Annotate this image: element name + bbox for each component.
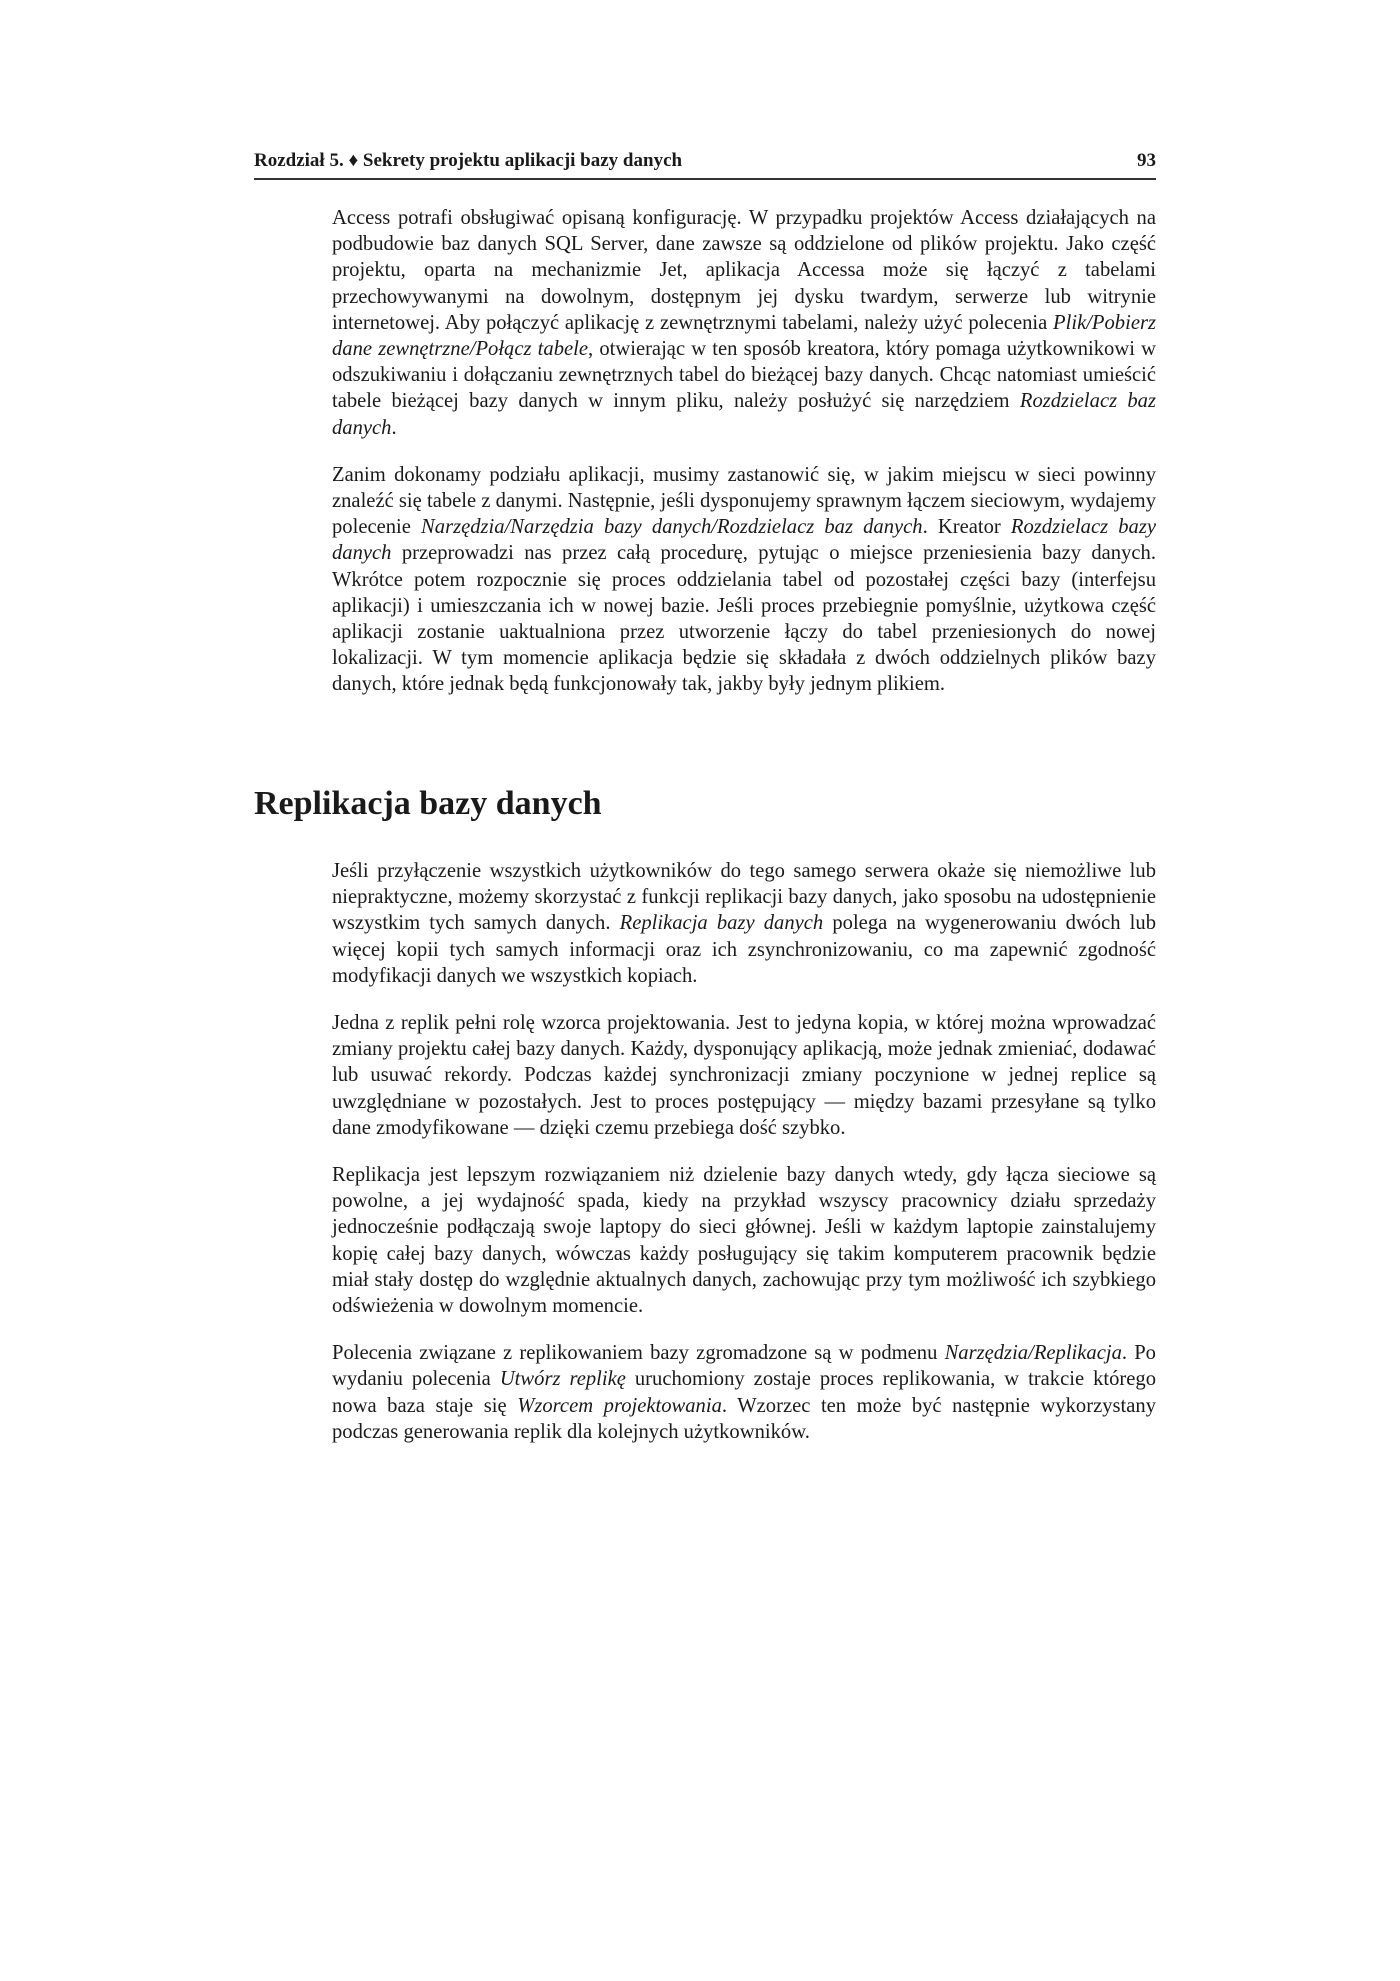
italic-term: Wzorcem projektowania [517, 1394, 722, 1417]
chapter-title: Rozdział 5. ♦ Sekrety projektu aplikacji bazy danych [254, 150, 683, 171]
paragraph-2 [332, 462, 1156, 698]
running-header [254, 148, 1156, 180]
italic-term: Utwórz replikę [499, 1368, 626, 1391]
paragraph-4 [332, 1010, 1156, 1141]
text-run: Jedna z replik pełni rolę wzorca projektowania. Jest to jedyna kopia, w której można wprowadzać zmiany projektu całej bazy danych. Każdy, dysponujący aplikacją, może jednak zmieniać, dodawać lub usuwać rekordy. Podczas każdej synchronizacji zmiany poczynione w jednej replice są uwzględniane w pozostałych. Jest to proces postępujący — między bazami przesyłane są tylko dane zmodyfikowane — dzięki czemu przebiega dość szybko. [332, 1012, 1156, 1139]
text-run: Replikacja jest lepszym rozwiązaniem niż dzielenie bazy danych wtedy, gdy łącza sieciowe są powolne, a jej wydajność spada, kiedy na przykład wszyscy pracownicy działu sprzedaży jednocześnie podłączają swoje laptopy do sieci głównej. Jeśli w każdym laptopie zainstalujemy kopię całej bazy danych, wówczas każdy posługujący się takim komputerem pracownik będzie miał stały dostęp do względnie aktualnych danych, zachowując przy tym możliwość ich szybkiego odświeżenia w dowolnym momencie. [332, 1164, 1156, 1318]
body-text-bottom [332, 858, 1156, 1445]
text-run: , otwierając w ten sposób kreatora, który pomaga użytkownikowi w odszukiwaniu i dołączaniu zewnętrznych tabel do bieżącej bazy danych. Chcąc natomiast umieścić tabele bieżącej bazy danych w innym pliku, należy posłużyć się narzędziem [332, 338, 1157, 413]
italic-term: Narzędzia/Narzędzia bazy danych/Rozdzielacz baz danych [421, 516, 923, 539]
text-run: Zanim dokonamy podziału aplikacji, musimy zastanowić się, w jakim miejscu w sieci powinny znaleźć się tabele z danymi. Następnie, jeśli dysponujemy sprawnym łączem sieciowym, wydajemy polecenie [332, 463, 1156, 539]
text-run: uruchomiony zostaje proces replikowania, w trakcie którego nowa baza staje się [332, 1368, 1156, 1417]
text-run: . Kreator [922, 516, 1011, 539]
text-run: przeprowadzi nas przez całą procedurę, pytując o miejsce przeniesienia bazy danych. Wkrótce potem rozpocznie się proces oddzielania tabel od pozostałej części bazy (interfejsu aplikacji) i umieszczania ich w nowej bazie. Jeśli proces przebiegnie pomyślnie, użytkowa część aplikacji zostanie uaktualniona przez utworzenie łączy do tabel przeniesionych do nowej lokalizacji. W tym momencie aplikacja będzie się składała z dwóch oddzielnych plików bazy danych, które jednak będą funkcjonowały tak, jakby były jednym plikiem. [332, 542, 1156, 696]
text-run: . Wzorzec ten może być następnie wykorzystany podczas generowania replik dla kolejnych użytkowników. [332, 1394, 1156, 1443]
paragraph-1 [332, 205, 1156, 441]
italic-term: Rozdzielacz baz danych [332, 390, 1156, 439]
italic-term: Plik/Pobierz dane zewnętrzne/Połącz tabele [332, 311, 1156, 361]
page-number: 93 [1137, 150, 1156, 171]
section-heading: Replikacja bazy danych [254, 785, 602, 822]
text-run: Jeśli przyłączenie wszystkich użytkowników do tego samego serwera okaże się niemożliwe lub niepraktyczne, możemy skorzystać z funkcji replikacji bazy danych, jako sposobu na udostępnienie wszystkim tych samych danych. [332, 860, 1156, 935]
paragraph-6 [332, 1340, 1156, 1445]
paragraph-5 [332, 1162, 1156, 1319]
italic-term: Narzędzia/Replikacja [944, 1342, 1122, 1365]
text-run: . Po wydaniu polecenia [332, 1342, 1156, 1391]
text-run: . [391, 416, 397, 439]
text-run: Polecenia związane z replikowaniem bazy zgromadzone są w podmenu [332, 1342, 945, 1365]
text-run: polega na wygenerowaniu dwóch lub więcej kopii tych samych informacji oraz ich zsynchronizowaniu, co ma zapewnić zgodność modyfikacji danych we wszystkich kopiach. [332, 912, 1157, 987]
body-text-top [332, 205, 1156, 698]
italic-term: Rozdzielacz bazy danych [332, 516, 1156, 565]
italic-term: Replikacja bazy danych [619, 912, 824, 935]
text-run: Access potrafi obsługiwać opisaną konfigurację. W przypadku projektów Access działających na podbudowie baz danych SQL Server, dane zawsze są oddzielone od plików projektu. Jako część projektu, oparta na mechanizmie Jet, aplikacja Accessa może się łączyć z tabelami przechowywanymi na dowolnym, dostępnym jej dysku twardym, serwerze lub witrynie internetowej. Aby połączyć aplikację z zewnętrznymi tabelami, należy użyć polecenia [332, 207, 1156, 334]
paragraph-3 [332, 858, 1156, 989]
